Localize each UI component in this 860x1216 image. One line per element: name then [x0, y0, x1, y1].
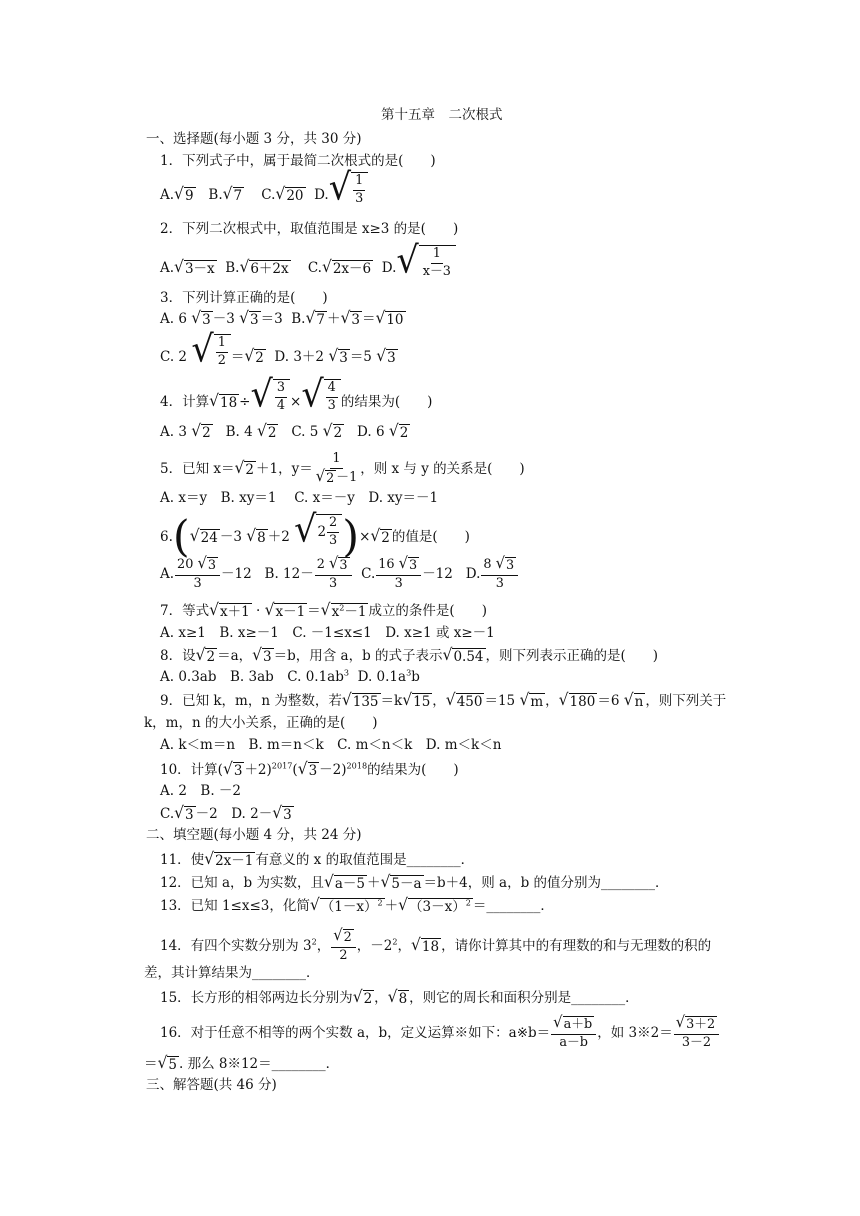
question-9: 9．已知 k，m，n 为整数，若 √ 135 ＝k √ 15 ， √ 450 ＝15 √ m ， √ 180 ＝6 √ n ，则下列关于	[160, 690, 727, 710]
section-choice: 一、选择题(每小题 3 分，共 30 分)	[146, 131, 362, 147]
question-5: 5．已知 x＝ √ 2 ＋1，y＝ 1 √ 2 －1 ，则 x 与 y 的关系是( )	[160, 451, 525, 486]
question-5-options: A. x＝y B. xy＝1 C. x＝－y D. xy＝－1	[160, 490, 439, 506]
question-6-options: A. 20 √ 3 3 －12 B. 12－ 2 √ 3 3 C. 16 √ 3 3 －12 D. 8 √ 3 3	[160, 557, 519, 592]
question-1: 1．下列式子中，属于最简二次根式的是( )	[160, 153, 436, 169]
question-4-options: A. 3 √ 2 B. 4 √ 2 C. 5 √ 2 D. 6 √ 2	[160, 421, 409, 441]
question-6: 6.( √ 24 －3 √ 8 ＋2 √ 2 $\frac{2}{3}$ )× √ 2 的值是( )	[160, 507, 470, 563]
question-7-options: A. x≥1 B. x≥－1 C. －1≤x≤1 D. x≥1 或 x≥－1	[160, 625, 495, 641]
section-answer: 三、解答题(共 46 分)	[146, 1077, 277, 1093]
question-15: 15．长方形的相邻两边长分别为 √ 2 ， √ 8 ，则它的周长和面积分别是________．	[160, 987, 639, 1007]
question-2: 2．下列二次根式中，取值范围是 x≥3 的是( )	[160, 221, 459, 237]
question-11: 11．使 √ 2x－1 有意义的 x 的取值范围是________．	[160, 849, 475, 869]
question-10-options-cd: C. √ 3 －2 D. 2－ √ 3	[160, 803, 292, 823]
question-3-options-ab: A. 6 √ 3 －3 √ 3 ＝3 B. √ 7 ＋ √ 3 ＝ √ 10	[160, 308, 404, 328]
question-14: 14．有四个实数分别为 $3^2$， √ 2 2 ，$-2^2$， √ 18 ，请你计算其中的有理数的和与无理数的积的	[160, 926, 712, 963]
question-12: 12．已知 a，b 为实数，且 √ a－5 ＋ √ 5－a ＝b＋4，则 a，b 的值分别为________．	[160, 872, 669, 892]
section-fill: 二、填空题(每小题 4 分，共 24 分)	[146, 827, 362, 843]
question-8: 8．设 √ 2 ＝a， √ 3 ＝b，用含 a，b 的式子表示 √ 0.54 ，则下列表示正确的是( )	[160, 645, 659, 665]
question-16-line2: ＝ √ 5 . 那么 8※12＝________．	[144, 1053, 340, 1073]
question-10-options-ab: A. 2 B. －2	[160, 783, 242, 799]
question-4: 4．计算 √ 18 ÷ √ $\frac{3}{4}$ × √ $\frac{4}{3}$ 的结果为( )	[160, 372, 433, 416]
question-3-options-cd: C. 2 √ $\frac{1}{2}$ ＝ √ 2 D. 3＋2 √ 3 ＝5 √ 3	[160, 327, 396, 371]
question-13: 13．已知 1≤x≤3，化简 √ $(1-x)^2$ ＋ √ $(3-x)^2$ ＝________．	[160, 895, 554, 915]
question-14-line2: 差，其计算结果为________．	[144, 965, 320, 981]
question-9-line2: k，m，n 的大小关系，正确的是( )	[144, 715, 378, 731]
question-8-options: A. 0.3ab B. 3ab C. $0.1ab^3$ D. $0.1a^3b$	[160, 667, 420, 685]
question-1-options: A. √ 9 B. √ 7 C. √ 20 D. √ $\frac{1}{3}$	[160, 172, 368, 207]
question-16: 16．对于任意不相等的两个实数 a，b，定义运算※如下：a※b＝ √ a＋b a－b ，如 3※2＝ √ 3＋2 3－2	[160, 1016, 720, 1051]
question-3: 3．下列计算正确的是( )	[160, 290, 328, 306]
question-10: 10．计算( √ 3 ＋2)$^{2017}$( √ 3 －2)$^{2018}$的结果为( )	[160, 759, 459, 779]
page-title: 第十五章 二次根式	[381, 107, 503, 123]
question-9-options: A. k＜m＝n B. m＝n＜k C. m＜n＜k D. m＜k＜n	[160, 737, 502, 753]
question-7: 7．等式 √ x＋1 · √ x－1 ＝ √ $x^2-1$ 成立的条件是( )	[160, 600, 487, 620]
question-2-options: A. √ 3－x B. √ 6＋2x C. √ 2x－6 D. √ $\frac{1}{x-3}$	[160, 245, 456, 280]
